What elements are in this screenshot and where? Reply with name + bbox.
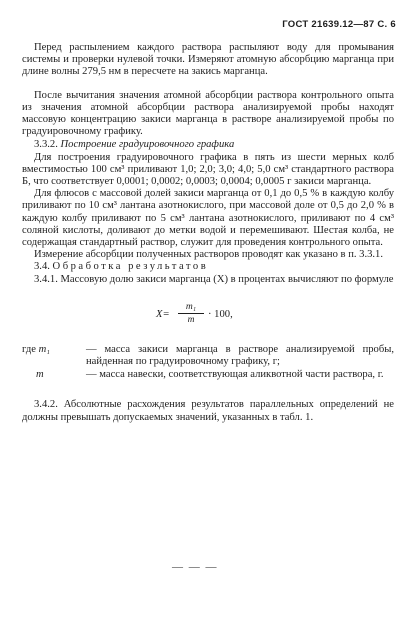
definition-text: — масса закиси марганца в растворе анализируемой пробы, найденная по градуировочному графику, г; <box>86 343 394 368</box>
end-mark: — — — <box>172 561 218 573</box>
section-3-4-heading <box>22 261 394 273</box>
paragraph-discrepancy: 3.4.2. Абсолютные расхождения результатов параллельных определений не должны превышать допускаемых значений, указанных в табл. 1. <box>22 399 394 423</box>
formula <box>22 302 394 328</box>
formula-fraction <box>178 302 204 326</box>
paragraph-measurement: Измерение абсорбции полученных растворов проводят как указано в п. 3.3.1. <box>34 249 384 261</box>
body-text <box>22 42 394 424</box>
definition-item <box>22 369 394 381</box>
formula-lhs: X= <box>156 308 170 320</box>
paragraph-calibration: Для построения градуировочного графика в пять из шести мерных колб вместимостью 100 см³ приливают 1,0; 2,0; 3,0; 4,0; 5,0 см³ стандартного раствора Б, что соответствует 0,0001; 0,0002; 0,0003; 0,0004; 0,0005 г закиси марганца. <box>22 151 394 188</box>
section-title: Обработка результатов <box>52 261 209 273</box>
definition-symbol: m₁ <box>38 343 50 355</box>
definitions <box>22 344 394 382</box>
formula-denominator: m <box>187 314 195 325</box>
paragraph-subtraction: После вычитания значения атомной абсорбции раствора контрольного опыта из значения атомной абсорбции раствора анализируемой пробы находят массовую концентрацию закиси марганца в растворе анализируемой пробы по градуировочному графику. <box>22 89 394 138</box>
definition-text: — масса навески, соответствующая аликвотной части раствора, г. <box>86 369 384 381</box>
page-header: ГОСТ 21639.12—87 С. 6 <box>282 19 396 30</box>
section-title: Построение градуировочного графика <box>60 139 235 151</box>
paragraph-fluxes: Для флюсов с массовой долей закиси марганца от 0,1 до 0,5 % в каждую колбу приливают по 10 см³ лантана азотнокислого, при массовой доле от 0,5 до 2,0 % в каждую колбу приливают по 5 см³ лантана азотнокислого, приливают по 4 см³ соляной кислоты, доливают до метки водой и перемешивают. Шестая колба, не содержащая стандартный раствор, служит для проведения контрольного опыта. <box>22 188 394 249</box>
definition-item <box>22 344 394 368</box>
section-number: 3.4. <box>34 261 50 273</box>
definition-prefix: где <box>22 343 39 355</box>
section-3-3-2-heading <box>22 139 394 151</box>
section-number: 3.3.2. <box>34 139 58 151</box>
definition-symbol: m <box>36 369 44 381</box>
paragraph-formula-intro: 3.4.1. Массовую долю закиси марганца (X) в процентах вычисляют по формуле <box>34 273 394 285</box>
paragraph-spraying: Перед распылением каждого раствора распыляют воду для промывания системы и проверки нулевой точки. Измеряют атомную абсорбцию марганца при длине волны 279,5 нм в пересчете на закись марганца. <box>22 42 394 78</box>
formula-numerator: m₁ <box>178 302 204 314</box>
formula-rhs: · 100, <box>208 308 233 320</box>
